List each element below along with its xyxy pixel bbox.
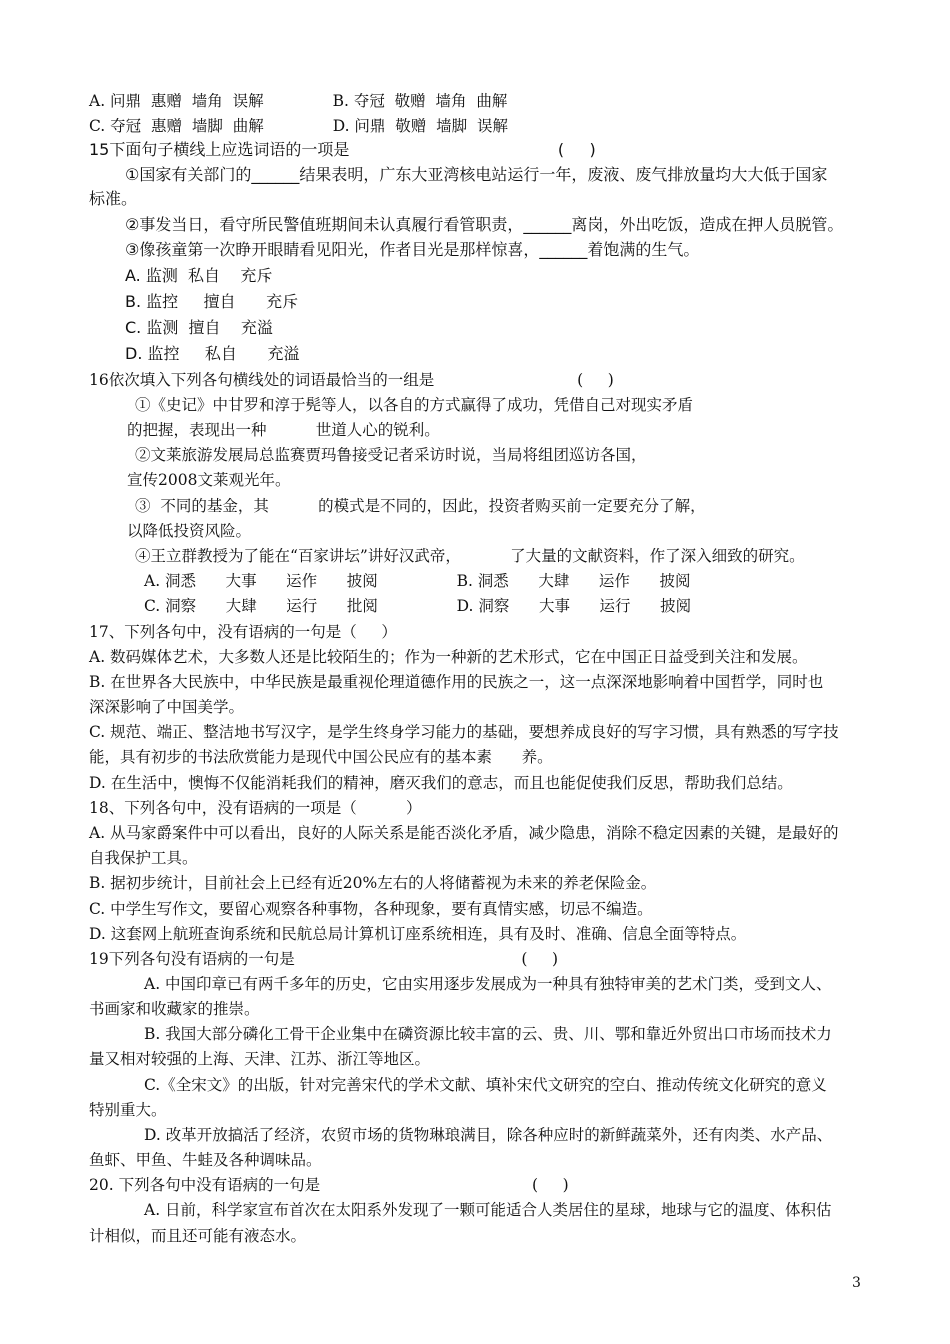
question-15-sentence: ③像孩童第一次睁开眼睛看见阳光，作者目光是那样惊喜，______着饱满的生气。 bbox=[125, 240, 700, 259]
option-line: A. 问鼎 惠赠 墙角 误解 B. 夺冠 敬赠 墙角 曲解 bbox=[89, 92, 508, 110]
question-15-option: B. 监控 擅自 充斥 bbox=[125, 292, 299, 311]
question-16-title: 16依次填入下列各句横线处的词语最恰当的一组是 ( ) bbox=[89, 371, 614, 389]
question-15-sentence: ①国家有关部门的______结果表明，广东大亚湾核电站运行一年，废液、废气排放量均大大低于国家 bbox=[125, 165, 828, 184]
question-19-option: C.《全宋文》的出版，针对完善宋代的学术文献、填补宋代文研究的空白、推动传统文化研究的意义 bbox=[144, 1076, 827, 1094]
question-16-sentence: ②文莱旅游发展局总监赛贾玛鲁接受记者采访时说，当局将组团巡访各国， bbox=[135, 446, 647, 464]
question-17-title: 17、下列各句中，没有语病的一句是（ ） bbox=[89, 623, 397, 641]
question-18-option: D. 这套网上航班查询系统和民航总局计算机订座系统相连，具有及时、准确、信息全面等特点。 bbox=[89, 925, 747, 943]
question-17-option: C. 规范、端正、整洁地书写汉字，是学生终身学习能力的基础，要想养成良好的写字习惯，具有熟悉的写字技 bbox=[89, 723, 839, 741]
question-16-sentence: 以降低投资风险。 bbox=[127, 522, 252, 540]
question-18-option: B. 据初步统计，目前社会上已经有近20%左右的人将储蓄视为未来的养老保险金。 bbox=[89, 874, 657, 892]
page-number: 3 bbox=[852, 1275, 861, 1291]
question-18-title: 18、下列各句中，没有语病的一项是（ ） bbox=[89, 799, 422, 817]
question-19-option: B. 我国大部分磷化工骨干企业集中在磷资源比较丰富的云、贵、川、鄂和靠近外贸出口市场而技术力 bbox=[144, 1025, 832, 1043]
question-16-options: A. 洞悉 大事 运作 披阅 B. 洞悉 大肆 运作 披阅 bbox=[144, 572, 691, 590]
question-17-option: 能，具有初步的书法欣赏能力是现代中国公民应有的基本素 养。 bbox=[89, 748, 553, 766]
option-line: C. 夺冠 惠赠 墙脚 曲解 D. 问鼎 敬赠 墙脚 误解 bbox=[89, 117, 508, 135]
question-17-option: B. 在世界各大民族中，中华民族是最重视伦理道德作用的民族之一，这一点深深地影响着中国哲学，同时也 bbox=[89, 673, 824, 691]
question-15-option: A. 监测 私自 充斥 bbox=[125, 266, 273, 285]
question-16-sentence: ③ 不同的基金，其 的模式是不同的，因此，投资者购买前一定要充分了解， bbox=[135, 497, 706, 515]
question-17-option: A. 数码媒体艺术，大多数人还是比较陌生的；作为一种新的艺术形式，它在中国正日益受到关注和发展。 bbox=[89, 648, 808, 666]
question-16-sentence: ①《史记》中甘罗和淳于髡等人，以各自的方式赢得了成功，凭借自己对现实矛盾 bbox=[135, 396, 694, 414]
question-19-option: A. 中国印章已有两千多年的历史，它由实用逐步发展成为一种具有独特审美的艺术门类，受到文人、 bbox=[144, 975, 832, 993]
question-18-option: C. 中学生写作文，要留心观察各种事物，各种现象，要有真情实感，切忌不编造。 bbox=[89, 900, 653, 918]
question-18-option: 自我保护工具。 bbox=[89, 849, 198, 867]
question-19-option: 量又相对较强的上海、天津、江苏、浙江等地区。 bbox=[89, 1050, 431, 1068]
question-20-title: 20. 下列各句中没有语病的一句是 ( ) bbox=[89, 1176, 569, 1194]
question-18-option: A. 从马家爵案件中可以看出，良好的人际关系是能否淡化矛盾，减少隐患，消除不稳定因素的关键，是最好的 bbox=[89, 824, 839, 842]
question-20-option: 计相似，而且还可能有液态水。 bbox=[89, 1227, 307, 1245]
question-19-option: 鱼虾、甲鱼、牛蛙及各种调味品。 bbox=[89, 1151, 322, 1169]
question-19-option: D. 改革开放搞活了经济，农贸市场的货物琳琅满目，除各种应时的新鲜蔬菜外，还有肉类、水产品、 bbox=[144, 1126, 833, 1144]
question-16-sentence: 宣传2008文莱观光年。 bbox=[127, 471, 291, 489]
question-15-option: D. 监控 私自 充溢 bbox=[125, 344, 300, 363]
question-16-options: C. 洞察 大肆 运行 批阅 D. 洞察 大事 运行 披阅 bbox=[144, 597, 692, 615]
question-19-option: 书画家和收藏家的推崇。 bbox=[89, 1000, 260, 1018]
question-15-title: 15下面句子横线上应选词语的一项是 ( ) bbox=[89, 140, 596, 159]
question-16-sentence: ④王立群教授为了能在“百家讲坛”讲好汉武帝， 了大量的文献资料，作了深入细致的研究。 bbox=[135, 547, 805, 565]
question-15-option: C. 监测 擅自 充溢 bbox=[125, 318, 273, 337]
question-19-option: 特别重大。 bbox=[89, 1101, 167, 1119]
question-17-option: D. 在生活中，懊悔不仅能消耗我们的精神，磨灭我们的意志，而且也能促使我们反思，帮助我们总结。 bbox=[89, 774, 793, 792]
question-20-option: A. 日前，科学家宣布首次在太阳系外发现了一颗可能适合人类居住的星球，地球与它的温度、体积估 bbox=[144, 1201, 832, 1219]
question-15-sentence: ②事发当日，看守所民警值班期间未认真履行看管职责，______离岗，外出吃饭，造成在押人员脱管。 bbox=[125, 215, 844, 234]
question-15-sentence: 标准。 bbox=[89, 189, 138, 208]
question-19-title: 19下列各句没有语病的一句是 ( ) bbox=[89, 950, 559, 968]
question-16-sentence: 的把握，表现出一种 世道人心的锐利。 bbox=[127, 421, 440, 439]
question-17-option: 深深影响了中国美学。 bbox=[89, 698, 245, 716]
